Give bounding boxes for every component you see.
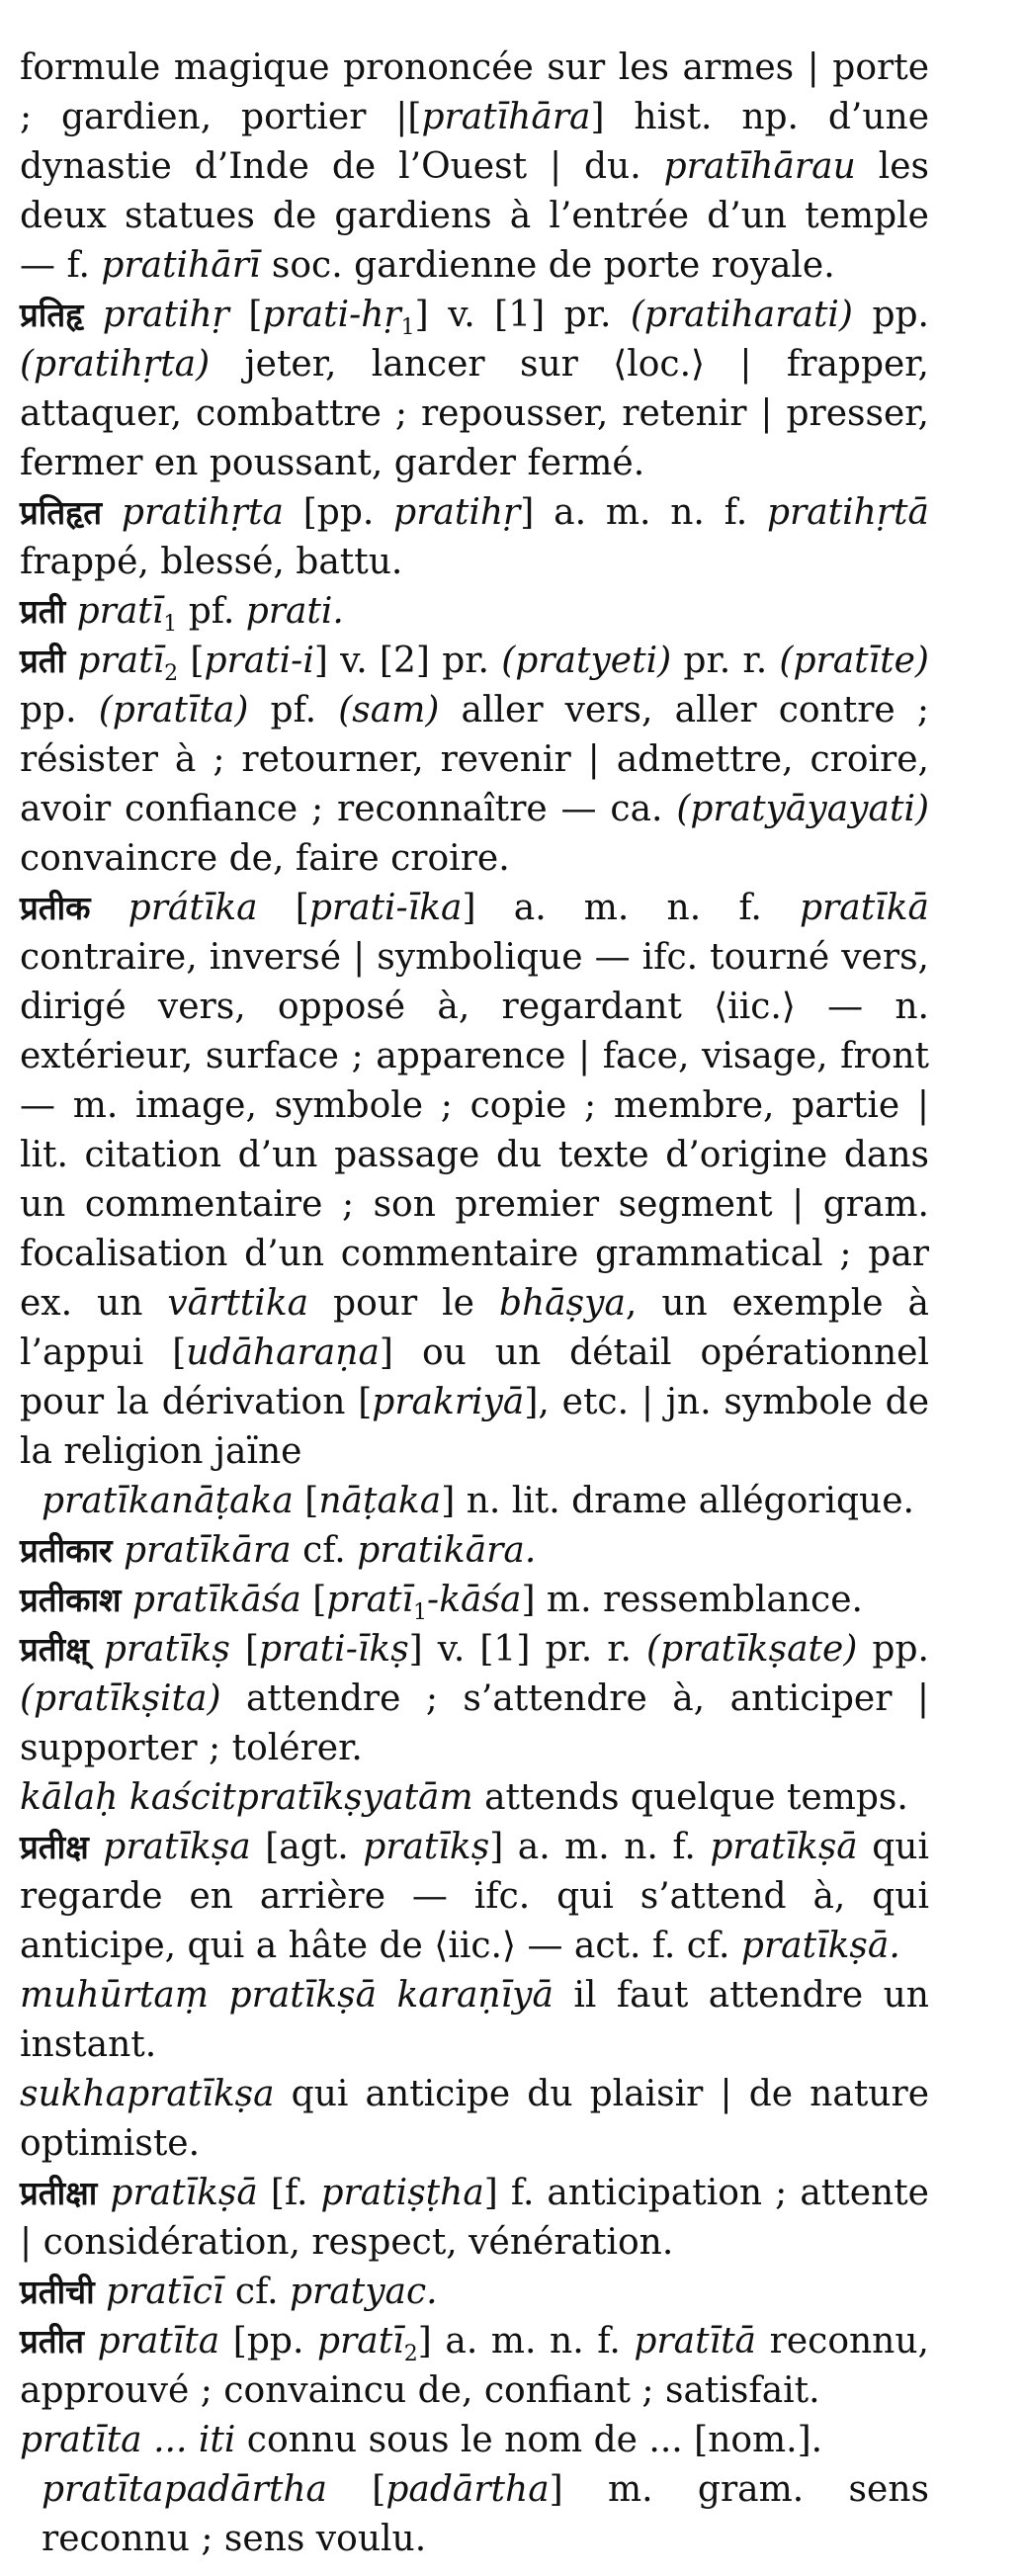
italic-text: pratīkṣ	[103, 1629, 230, 1670]
italic-text: -kāśa	[427, 1580, 522, 1620]
italic-text: pratīkṣa	[103, 1827, 251, 1867]
italic-text: pratihṛ	[102, 295, 229, 335]
entry-text: les deux statues de gardiens à l’entrée d’un temple — f.	[20, 146, 929, 286]
devanagari-headword: प्रतीक	[20, 889, 91, 927]
entry-text: attendre ; s’attendre à, anticiper | supporter ; tolérer.	[20, 1678, 929, 1768]
entry-text: qui anticipe du plaisir | de nature optimiste.	[20, 2074, 929, 2164]
italic-text: pratīhāra	[421, 97, 591, 137]
entry-text: ] v. [1] pr.	[414, 295, 631, 335]
entry-text: soc. gardienne de porte royale.	[260, 245, 835, 286]
homonym-index: 1	[163, 612, 178, 638]
italic-text: pratīkṣā	[710, 1827, 858, 1867]
entry-text: ] n. lit. drame allégorique.	[441, 1481, 914, 1521]
entry-text	[121, 1580, 131, 1620]
entry-text: pf.	[248, 690, 339, 730]
italic-text: pratīkṣā	[110, 2173, 258, 2213]
entry-text: ] a. m. n. f.	[417, 2321, 635, 2361]
dictionary-entry	[20, 637, 929, 884]
italic-text: prati-īka	[308, 888, 463, 928]
homonym-index: 2	[403, 2342, 418, 2367]
italic-text: pratihṛta	[121, 492, 284, 533]
entry-text: ] hist. np. d’une dynastie d’Inde de l’Ouest | du.	[20, 97, 930, 187]
entry-text	[95, 2272, 106, 2312]
entry-text: [f.	[257, 2173, 321, 2213]
italic-text: pratīkanāṭaka	[42, 1481, 294, 1521]
italic-text: vārttika	[167, 1283, 309, 1324]
italic-text: pratihārī	[101, 245, 261, 286]
entry-text: [	[326, 2469, 386, 2510]
devanagari-headword: प्रतीकाश	[20, 1581, 122, 1619]
entry-text: [	[228, 295, 263, 335]
italic-text: (pratyāyayati)	[676, 789, 929, 829]
dictionary-entry	[20, 2169, 929, 2268]
italic-text: pratihṛtā	[766, 492, 929, 533]
entry-text: ] f. anticipation ; attente | considération, respect, vénération.	[20, 2173, 929, 2263]
entry-text: [	[293, 1481, 319, 1521]
italic-text: pratīta	[97, 2321, 220, 2361]
dictionary-entry	[20, 488, 929, 587]
devanagari-headword: प्रती	[20, 592, 66, 631]
dictionary-entry	[20, 1823, 929, 1971]
dictionary-entry	[20, 2070, 929, 2169]
entry-text: qui regarde en arrière — ifc. qui s’attend à, qui anticipe, qui a hâte de ⟨iic.⟩ — act. f. cf.	[20, 1827, 929, 1966]
dictionary-entry	[20, 291, 929, 488]
dictionary-entry	[20, 1625, 929, 1773]
entry-text	[83, 295, 102, 335]
italic-text: pratī	[77, 641, 165, 681]
entry-text	[89, 1629, 104, 1670]
entry-text: ] a. m. n. f.	[520, 492, 767, 533]
italic-text: pratī	[326, 1580, 414, 1620]
entry-text: ] m. ressemblance.	[521, 1580, 863, 1620]
entry-text: ] a. m. n. f.	[462, 888, 800, 928]
italic-text: (pratīta)	[98, 690, 249, 730]
entry-text: frappé, blessé, battu.	[20, 542, 403, 582]
entry-text: attends quelque temps.	[472, 1777, 908, 1818]
italic-text: (pratihṛta)	[20, 344, 211, 385]
italic-text: pratīkā	[800, 888, 929, 928]
homonym-index: 1	[400, 315, 415, 341]
italic-text: pratī	[317, 2321, 404, 2361]
dictionary-entry	[20, 1526, 929, 1576]
italic-text: prati-hṛ	[262, 295, 401, 335]
dictionary-entry	[20, 2416, 929, 2465]
devanagari-headword: प्रतीक्ष्	[20, 1630, 89, 1669]
entry-text: pp.	[857, 1629, 929, 1670]
entry-text: [	[257, 888, 309, 928]
devanagari-headword: प्रतीत	[20, 2322, 84, 2361]
devanagari-headword: प्रतिहृत	[20, 493, 103, 532]
italic-text: pratīkāra	[123, 1530, 292, 1571]
italic-text: prati-īkṣ	[259, 1629, 409, 1670]
italic-text: bhāṣya	[498, 1283, 626, 1324]
italic-text: (sam)	[338, 690, 440, 730]
italic-text: pratīhārau	[663, 146, 856, 187]
entry-text	[90, 888, 128, 928]
entry-text: pp.	[852, 295, 929, 335]
entry-text: formule magique prononcée sur les armes | porte ; gardien, portier |[	[20, 47, 929, 137]
entry-text: convaincre de, faire croire.	[20, 838, 510, 879]
entry-text: ] m. gram. sens reconnu ; sens voulu.	[42, 2469, 929, 2559]
italic-text: sukhapratīkṣa	[20, 2074, 275, 2114]
italic-text: pratihṛ	[393, 492, 521, 533]
entry-text: ] a. m. n. f.	[489, 1827, 711, 1867]
italic-text: pratītapadārtha	[42, 2469, 327, 2510]
dictionary-entry	[20, 884, 929, 1477]
entry-text: [	[229, 1629, 259, 1670]
italic-text: pratikāra.	[357, 1530, 537, 1571]
dictionary-entry	[20, 43, 929, 291]
italic-text: (pratīkṣita)	[20, 1678, 221, 1719]
italic-text: pratyac.	[290, 2272, 438, 2312]
entry-text: contraire, inversé | symbolique — ifc. tourné vers, dirigé vers, opposé à, regardant ⟨iic.⟩ — n. extérieur, surface ; apparence | face, visage, front — m. image, symbole ; copie ; membre, partie | lit. citation d’un passage du texte d’origine dans un commentaire ; son premier segment | gram. focalisation d’un commentaire grammatical ; par ex. un	[20, 937, 929, 1324]
entry-text: ], etc. | jn. symbole de la religion jaïne	[20, 1382, 929, 1472]
entry-text: connu sous le nom de ... [nom.].	[235, 2420, 823, 2460]
entry-text: pf.	[177, 591, 246, 632]
entry-text: [	[178, 641, 205, 681]
entry-text: pr. r.	[671, 641, 780, 681]
entry-text	[65, 641, 77, 681]
italic-text: prátīka	[128, 888, 258, 928]
dictionary-entry	[20, 1773, 929, 1823]
italic-text: pratīta ... iti	[20, 2420, 236, 2460]
italic-text: udāharaṇa	[186, 1332, 380, 1373]
entry-text: [pp.	[219, 2321, 317, 2361]
italic-text: (pratīkṣate)	[646, 1629, 858, 1670]
italic-text: nāṭaka	[318, 1481, 442, 1521]
entry-text: [pp.	[283, 492, 394, 533]
entry-text	[84, 2321, 98, 2361]
italic-text: prati-i	[204, 641, 314, 681]
italic-text: pratīkṣ	[363, 1827, 490, 1867]
italic-text: pratī	[76, 591, 164, 632]
dictionary-entry	[20, 587, 929, 637]
dictionary-entry	[20, 2317, 929, 2416]
sub-entry	[20, 2465, 929, 2564]
dictionary-entry	[20, 1576, 929, 1625]
italic-text: (pratiharati)	[630, 295, 853, 335]
italic-text: kālaḥ kaścitpratīkṣyatām	[20, 1777, 473, 1818]
sub-entry	[20, 1477, 929, 1526]
dictionary-entry	[20, 1971, 929, 2070]
entry-text: jeter, lancer sur ⟨loc.⟩ | frapper, attaquer, combattre ; repousser, retenir | presser, fermer en poussant, garder fermé.	[20, 344, 929, 483]
entry-text: ] ou un détail opérationnel pour la dérivation [	[20, 1332, 929, 1422]
entry-text: ] v. [1] pr. r.	[408, 1629, 647, 1670]
devanagari-headword: प्रतीक्ष	[20, 1828, 89, 1866]
entry-text: aller vers, aller contre ; résister à ; retourner, revenir | admettre, croire, avoir confiance ; reconnaître — ca.	[20, 690, 930, 829]
entry-text	[113, 1530, 124, 1571]
devanagari-headword: प्रतीक्षा	[20, 2174, 98, 2212]
italic-text: pratīkāśa	[131, 1580, 301, 1620]
entry-text	[89, 1827, 104, 1867]
entry-text: il faut attendre un instant.	[20, 1975, 929, 2065]
homonym-index: 1	[413, 1600, 428, 1626]
entry-text	[97, 2173, 110, 2213]
italic-text: (pratyeti)	[501, 641, 672, 681]
entry-text: pour le	[308, 1283, 499, 1324]
entry-text: ] v. [2] pr.	[313, 641, 502, 681]
italic-text: pratītā	[634, 2321, 757, 2361]
entry-text: cf.	[223, 2272, 291, 2312]
devanagari-headword: प्रतीकार	[20, 1531, 113, 1570]
italic-text: prati.	[245, 591, 344, 632]
italic-text: pratīkṣā.	[740, 1926, 900, 1966]
devanagari-headword: प्रतिहृ	[20, 296, 84, 334]
entry-text: reconnu, approuvé ; convaincu de, confiant ; satisfait.	[20, 2321, 929, 2411]
entry-text	[65, 591, 76, 632]
entry-text: [	[300, 1580, 327, 1620]
italic-text: padārtha	[385, 2469, 550, 2510]
italic-text: pratiṣṭha	[320, 2173, 484, 2213]
devanagari-headword: प्रती	[20, 642, 66, 680]
entry-text: pp.	[20, 690, 99, 730]
italic-text: pratīcī	[106, 2272, 224, 2312]
devanagari-headword: प्रतीची	[20, 2273, 95, 2311]
entry-text: [agt.	[250, 1827, 364, 1867]
entry-text: cf.	[291, 1530, 358, 1571]
italic-text: (pratīte)	[779, 641, 929, 681]
homonym-index: 2	[164, 661, 179, 687]
italic-text: prakriyā	[372, 1382, 525, 1422]
entry-text	[102, 492, 122, 533]
entry-text: , un exemple à l’appui [	[20, 1283, 929, 1373]
italic-text: muhūrtaṃ pratīkṣā karaṇīyā	[20, 1975, 554, 2016]
dictionary-entry	[20, 2268, 929, 2317]
